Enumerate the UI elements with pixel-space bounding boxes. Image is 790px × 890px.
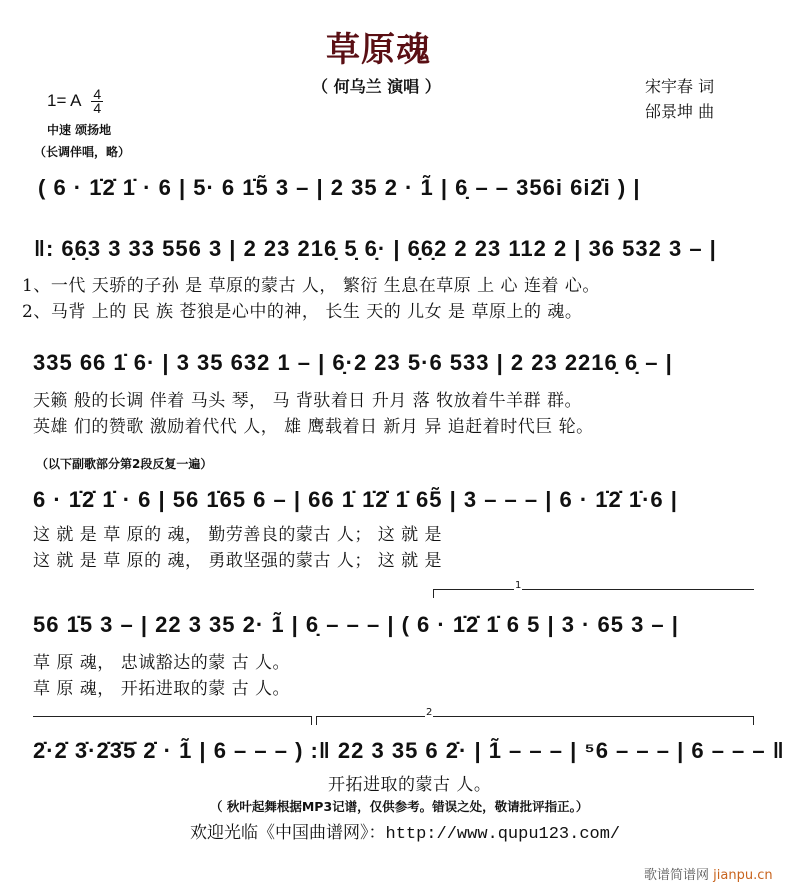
notation-line-4: 6 · 1̇2̇ 1̇ · 6 | 56 1̇65 6 – | 66 1̇ 1̇2̇ 1̇ 65̃ | 3 – – – | 6 · 1̇2̇ 1̇·6 | [33, 487, 678, 512]
lyric-line-2-verse-2: 2、马背 上的 民 族 苍狼是心中的神， 长生 天的 儿女 是 草原上的 魂。 [22, 302, 583, 322]
watermark-brand: jianpu.cn [713, 868, 773, 883]
volta-bracket-1: 1 [433, 589, 754, 598]
notation-line-5: 56 1̇5 3 – | 22 3 35 2· 1̃ | 6̣ – – – | ( 6 · 1̇2̇ 1̇ 6 5 | 3 · 65 3 – | [33, 612, 679, 637]
lyric-line-6: 开拓进取的蒙古 人。 [328, 775, 492, 795]
chorus-repeat-note: （以下副歌部分第2段反复一遍） [36, 457, 213, 471]
lyric-line-4-verse-1: 这 就 是 草 原的 魂， 勤劳善良的蒙古 人； 这 就 是 [33, 525, 443, 545]
volta-bracket-2: 2 [316, 716, 754, 725]
key-label: 1= A [47, 90, 81, 110]
transcription-note: （ 秋叶起舞根据MP3记谱，仅供参考。错误之处，敬请批评指正。） [210, 799, 589, 814]
time-signature: $\frac{4}{4}$ [91, 88, 103, 115]
notation-line-3: 335 66 1̇ 6· | 3 35 632 1 – | 6̣·2 23 5·6 533 | 2 23 2216̣ 6̣ – | [33, 350, 673, 375]
key-signature [47, 88, 103, 115]
lyric-line-4-verse-2: 这 就 是 草 原的 魂， 勇敢坚强的蒙古 人； 这 就 是 [33, 551, 443, 571]
lyric-line-5-verse-2: 草 原 魂， 开拓进取的蒙 古 人。 [33, 679, 291, 699]
notation-line-6: 2̇·2̇ 3̇·2̇3̇5̇ 2̇ · 1̃ | 6 – – – ) :‖ 22 3 35 6 2̇· | 1̃ – – – | ⁵6 – – – | 6 – – – ‖ [33, 738, 785, 763]
performer: （ 何乌兰 演唱 ） [312, 77, 441, 96]
lyric-line-3-verse-1: 天籁 般的长调 伴着 马头 琴， 马 背驮着日 升月 落 牧放着牛羊群 群。 [33, 391, 583, 411]
lyricist-credit: 宋宇春 词 [645, 77, 715, 96]
notation-line-2: ‖: 6̣6̣3 3 33 556 3 | 2 23 216̣ 5̣ 6̣· | 6̣6̣2 2 23 112 2 | 36 532 3 – | [34, 236, 717, 261]
tempo-marking: 中速 颂扬地 [47, 123, 112, 137]
composer-credit: 邰景坤 曲 [645, 102, 715, 121]
lyric-line-3-verse-2: 英雄 们的赞歌 激励着代代 人， 雄 鹰载着日 新月 异 追赶着时代巨 轮。 [33, 417, 594, 437]
volta-bracket-1-end [33, 716, 312, 725]
song-title: 草原魂 [326, 30, 431, 70]
lyric-line-5-verse-1: 草 原 魂， 忠诚豁达的蒙 古 人。 [33, 653, 291, 673]
notation-line-1: ( 6 · 1̇2̇ 1̇ · 6 | 5· 6 1̇5̃ 3 – | 2 35 2 · 1̃ | 6̣ – – 356i 6i2̇i ) | [38, 175, 641, 200]
welcome-line: 欢迎光临《中国曲谱网》：http://www.qupu123.com/ [190, 823, 621, 844]
lyric-line-2-verse-1: 1、一代 天骄的子孙 是 草原的蒙古 人， 繁衍 生息在草原 上 心 连着 心。 [22, 276, 600, 296]
site-url[interactable]: http://www.qupu123.com/ [385, 825, 621, 844]
watermark: 歌谱简谱网 jianpu.cn [644, 868, 773, 883]
intro-note: （长调伴唱，略） [34, 145, 131, 159]
